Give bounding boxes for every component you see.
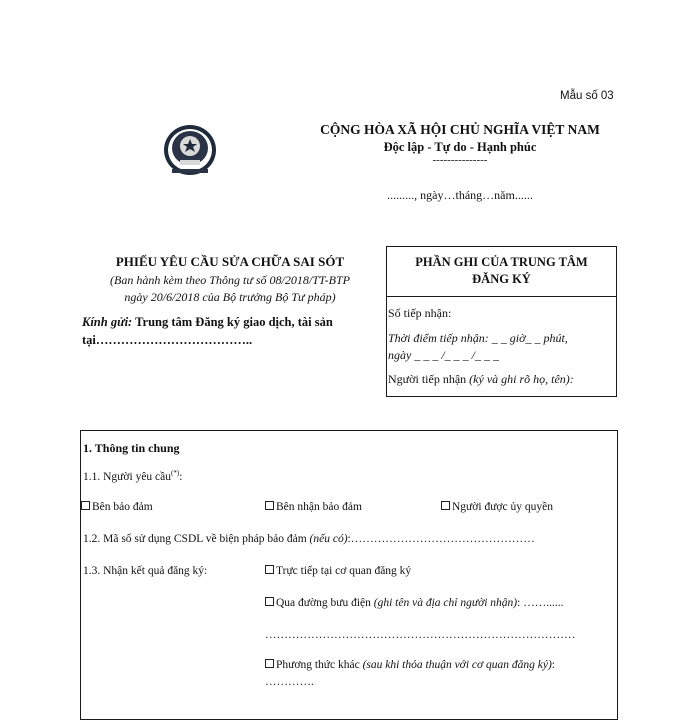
form-subtitle-line1: (Ban hành kèm theo Thông tư số 08/2018/TT-BTP: [110, 273, 350, 287]
option-label: Bên nhận bảo đảm: [276, 501, 362, 513]
result-direct-label: Trực tiếp tại cơ quan đăng ký: [276, 565, 412, 577]
receipt-number-field[interactable]: Số tiếp nhận:: [388, 306, 452, 320]
general-info-section: [80, 430, 618, 720]
receiver-hint: (ký và ghi rõ họ, tên):: [469, 372, 574, 386]
result-other-hint: (sau khi thỏa thuận với cơ quan đăng ký): [362, 659, 552, 671]
result-direct-option[interactable]: [265, 565, 411, 577]
checkbox-icon[interactable]: [265, 565, 274, 574]
receiver-field[interactable]: [388, 371, 574, 388]
country-name: CỘNG HÒA XÃ HỘI CHỦ NGHĨA VIỆT NAM: [320, 122, 600, 137]
requester-label-text: 1.1. Người yêu cầu: [83, 470, 172, 483]
checkbox-icon[interactable]: [265, 659, 274, 668]
checkbox-icon[interactable]: [265, 597, 274, 606]
result-post-hint: (ghi tên và địa chỉ người nhận): [373, 597, 518, 609]
result-method-label: 1.3. Nhận kết quả đăng ký:: [83, 565, 208, 577]
recipient-location-field[interactable]: tại………………………………..: [82, 333, 253, 347]
db-code-field[interactable]: [83, 533, 535, 545]
section-heading: 1. Thông tin chung: [83, 441, 180, 455]
option-secured-party[interactable]: [81, 501, 153, 513]
option-authorized-person[interactable]: [441, 501, 553, 513]
date-line: ........., ngày…tháng…năm......: [387, 188, 533, 202]
option-secured-creditor[interactable]: [265, 501, 362, 513]
national-emblem-icon: [160, 122, 220, 178]
form-number: Mẫu số 03: [560, 90, 614, 102]
result-post-address-line[interactable]: ………………………………………………………………………: [265, 629, 576, 641]
db-code-label: 1.2. Mã số sử dụng CSDL về biện pháp bảo đảm: [83, 533, 310, 545]
result-other-colon: :: [551, 659, 555, 671]
form-subtitle-line2: ngày 20/6/2018 của Bộ trưởng Bộ Tư pháp): [124, 290, 336, 304]
requester-colon: :: [179, 470, 183, 483]
recipient-block: [82, 313, 382, 349]
registry-title-line1: PHẦN GHI CỦA TRUNG TÂM: [415, 255, 588, 269]
db-code-fill: :…………………………………………: [347, 533, 535, 545]
requester-label: [83, 469, 182, 483]
national-motto: Độc lập - Tự do - Hạnh phúc: [383, 140, 537, 154]
registry-box-title: [387, 247, 616, 297]
checkbox-icon[interactable]: [265, 501, 274, 510]
result-other-label: Phương thức khác: [276, 659, 363, 671]
result-post-label: Qua đường bưu điện: [276, 597, 374, 609]
header-divider: ---------------: [432, 154, 488, 166]
result-other-fill[interactable]: ………….: [265, 676, 314, 688]
requester-mark: (*): [171, 469, 180, 477]
db-code-hint: (nếu có): [309, 533, 348, 545]
recipient-value: Trung tâm Đăng ký giao dịch, tài sản: [132, 315, 333, 329]
form-title: PHIẾU YÊU CẦU SỬA CHỮA SAI SÓT: [115, 254, 345, 269]
result-post-option[interactable]: [265, 597, 563, 609]
option-label: Bên bảo đảm: [92, 501, 153, 513]
result-post-fill: : ……......: [517, 597, 564, 609]
receiver-label: Người tiếp nhận: [388, 372, 470, 386]
option-label: Người được ủy quyền: [452, 501, 553, 513]
result-other-option[interactable]: [265, 659, 555, 671]
checkbox-icon[interactable]: [81, 501, 90, 510]
registry-office-box: [386, 246, 617, 397]
registry-title-line2: ĐĂNG KÝ: [472, 272, 531, 286]
recipient-label: Kính gửi:: [82, 315, 133, 329]
form-subtitle: [80, 272, 380, 306]
checkbox-icon[interactable]: [441, 501, 450, 510]
time-received-field[interactable]: Thời điểm tiếp nhận: _ _ giờ_ _ phút,: [388, 331, 568, 345]
date-received-field[interactable]: ngày _ _ _ /_ _ _ /_ _ _: [388, 348, 499, 362]
